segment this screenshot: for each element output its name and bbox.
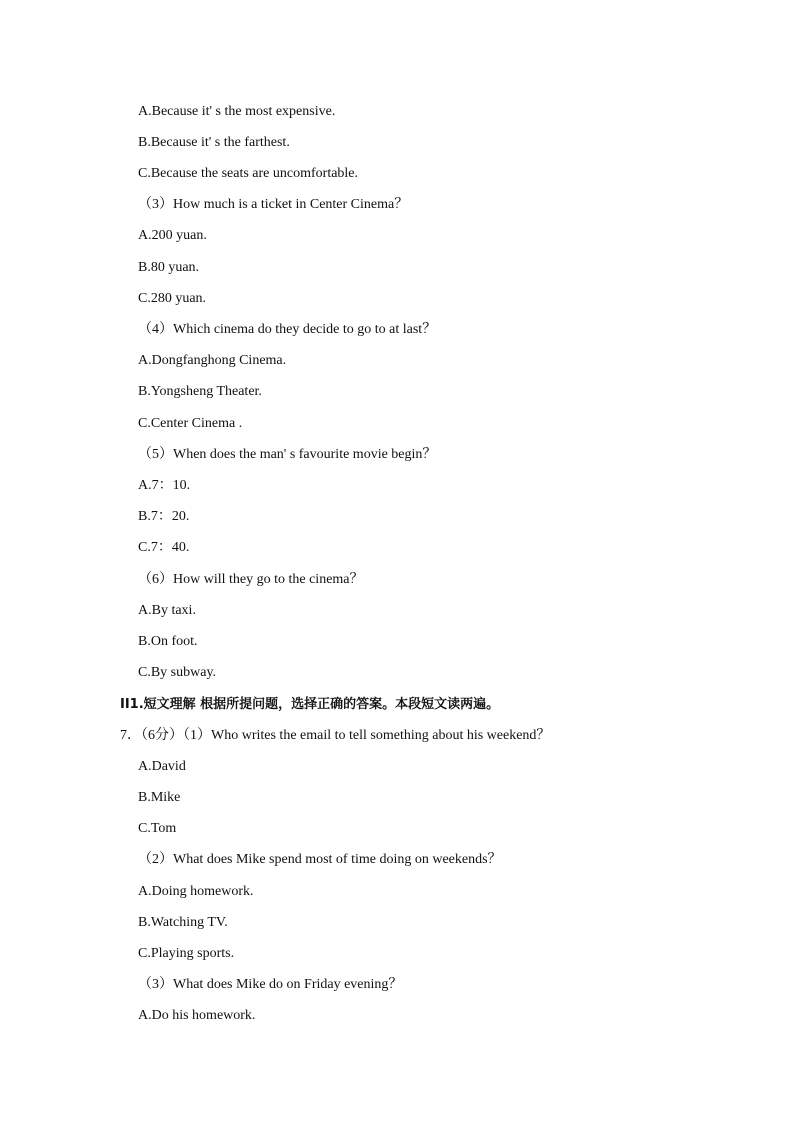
option-line: C.By subway. xyxy=(138,665,217,680)
option-line: C.Tom xyxy=(138,821,177,836)
question-line: （4）Which cinema do they decide to go to at last？ xyxy=(138,322,437,337)
option-line: B.80 yuan. xyxy=(138,260,200,275)
option-line: C.Because the seats are uncomfortable. xyxy=(138,166,359,181)
option-line: A.7：10. xyxy=(138,478,191,493)
question-line: （2）What does Mike spend most of time doing on weekends？ xyxy=(138,852,502,867)
option-line: C.280 yuan. xyxy=(138,291,207,306)
option-line: C.7：40. xyxy=(138,540,190,555)
option-line: B.On foot. xyxy=(138,634,198,649)
option-line: B.Because it' s the farthest. xyxy=(138,135,290,150)
option-line: A.Dongfanghong Cinema. xyxy=(138,353,287,368)
option-line: B.Yongsheng Theater. xyxy=(138,384,262,399)
option-line: C.Center Cinema . xyxy=(138,416,243,431)
question-number-line: 7．（6分）（1）Who writes the email to tell something about his weekend？ xyxy=(120,728,551,743)
option-line: A.Do his homework. xyxy=(138,1008,256,1023)
question-line: （3）What does Mike do on Friday evening？ xyxy=(138,977,403,992)
option-line: B.Watching TV. xyxy=(138,915,228,930)
question-line: （5）When does the man' s favourite movie begin？ xyxy=(138,447,437,462)
section-heading: II1.短文理解 根据所提问题，选择正确的答案。本段短文读两遍。 xyxy=(120,697,500,712)
option-line: C.Playing sports. xyxy=(138,946,235,961)
option-line: A.David xyxy=(138,759,186,774)
option-line: B.Mike xyxy=(138,790,181,805)
question-line: （3）How much is a ticket in Center Cinema？ xyxy=(138,197,409,212)
option-line: A.200 yuan. xyxy=(138,228,207,243)
option-line: B.7：20. xyxy=(138,509,190,524)
option-line: A.By taxi. xyxy=(138,603,196,618)
question-line: （6）How will they go to the cinema？ xyxy=(138,572,364,587)
option-line: A.Because it' s the most expensive. xyxy=(138,104,336,119)
option-line: A.Doing homework. xyxy=(138,884,254,899)
